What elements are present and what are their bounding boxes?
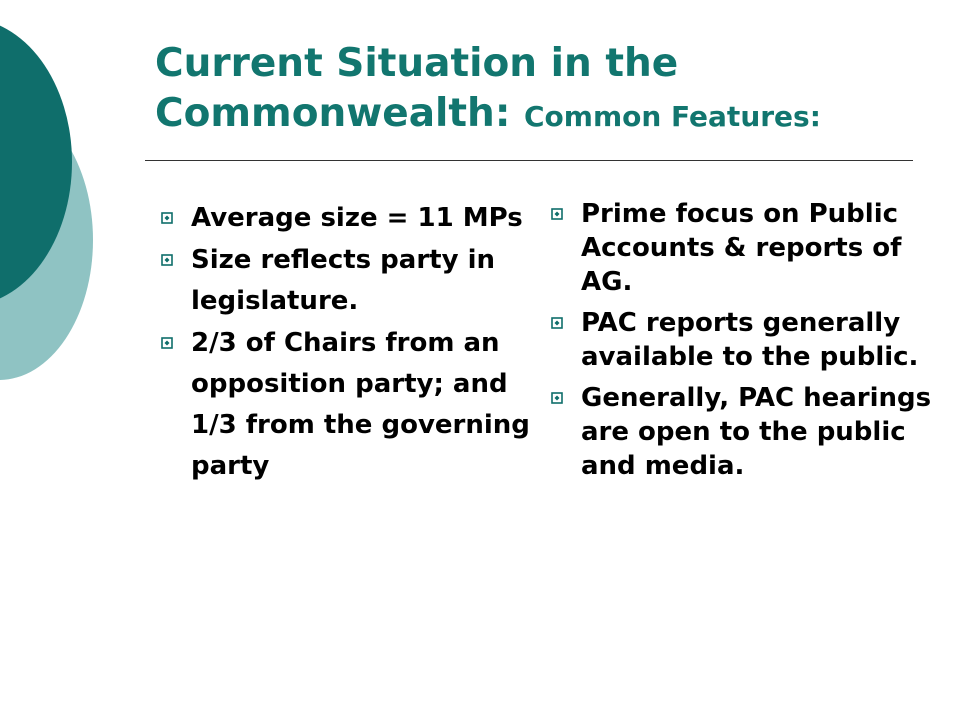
bullet-item [550, 197, 945, 299]
bullet-item [550, 306, 945, 374]
bullet-item [160, 240, 530, 322]
bullet-item [160, 198, 530, 239]
square-bullet-icon [550, 316, 564, 330]
square-bullet-icon [550, 391, 564, 405]
bullet-item [160, 323, 530, 487]
bullet-text: Size reflects party in legislature. [191, 245, 496, 316]
title-subtitle: Common Features: [524, 100, 821, 133]
bullet-text: Average size = 11 MPs [191, 203, 523, 233]
square-bullet-icon [550, 207, 564, 221]
title-line-1: Current Situation in the [155, 41, 679, 86]
slide-title [155, 39, 821, 142]
title-line-2: Commonwealth: [155, 91, 511, 136]
square-bullet-icon [160, 211, 174, 225]
bullet-item [550, 381, 945, 483]
left-bullet-list [160, 198, 530, 488]
bullet-text: Prime focus on Public Accounts & reports of AG. [581, 199, 902, 297]
square-bullet-icon [160, 253, 174, 267]
bullet-text: Generally, PAC hearings are open to the public and media. [581, 383, 932, 481]
title-divider [145, 160, 913, 161]
bullet-text: 2/3 of Chairs from an opposition party; and 1/3 from the governing party [191, 328, 530, 481]
right-bullet-list [550, 197, 945, 490]
bullet-text: PAC reports generally available to the public. [581, 308, 919, 372]
square-bullet-icon [160, 336, 174, 350]
